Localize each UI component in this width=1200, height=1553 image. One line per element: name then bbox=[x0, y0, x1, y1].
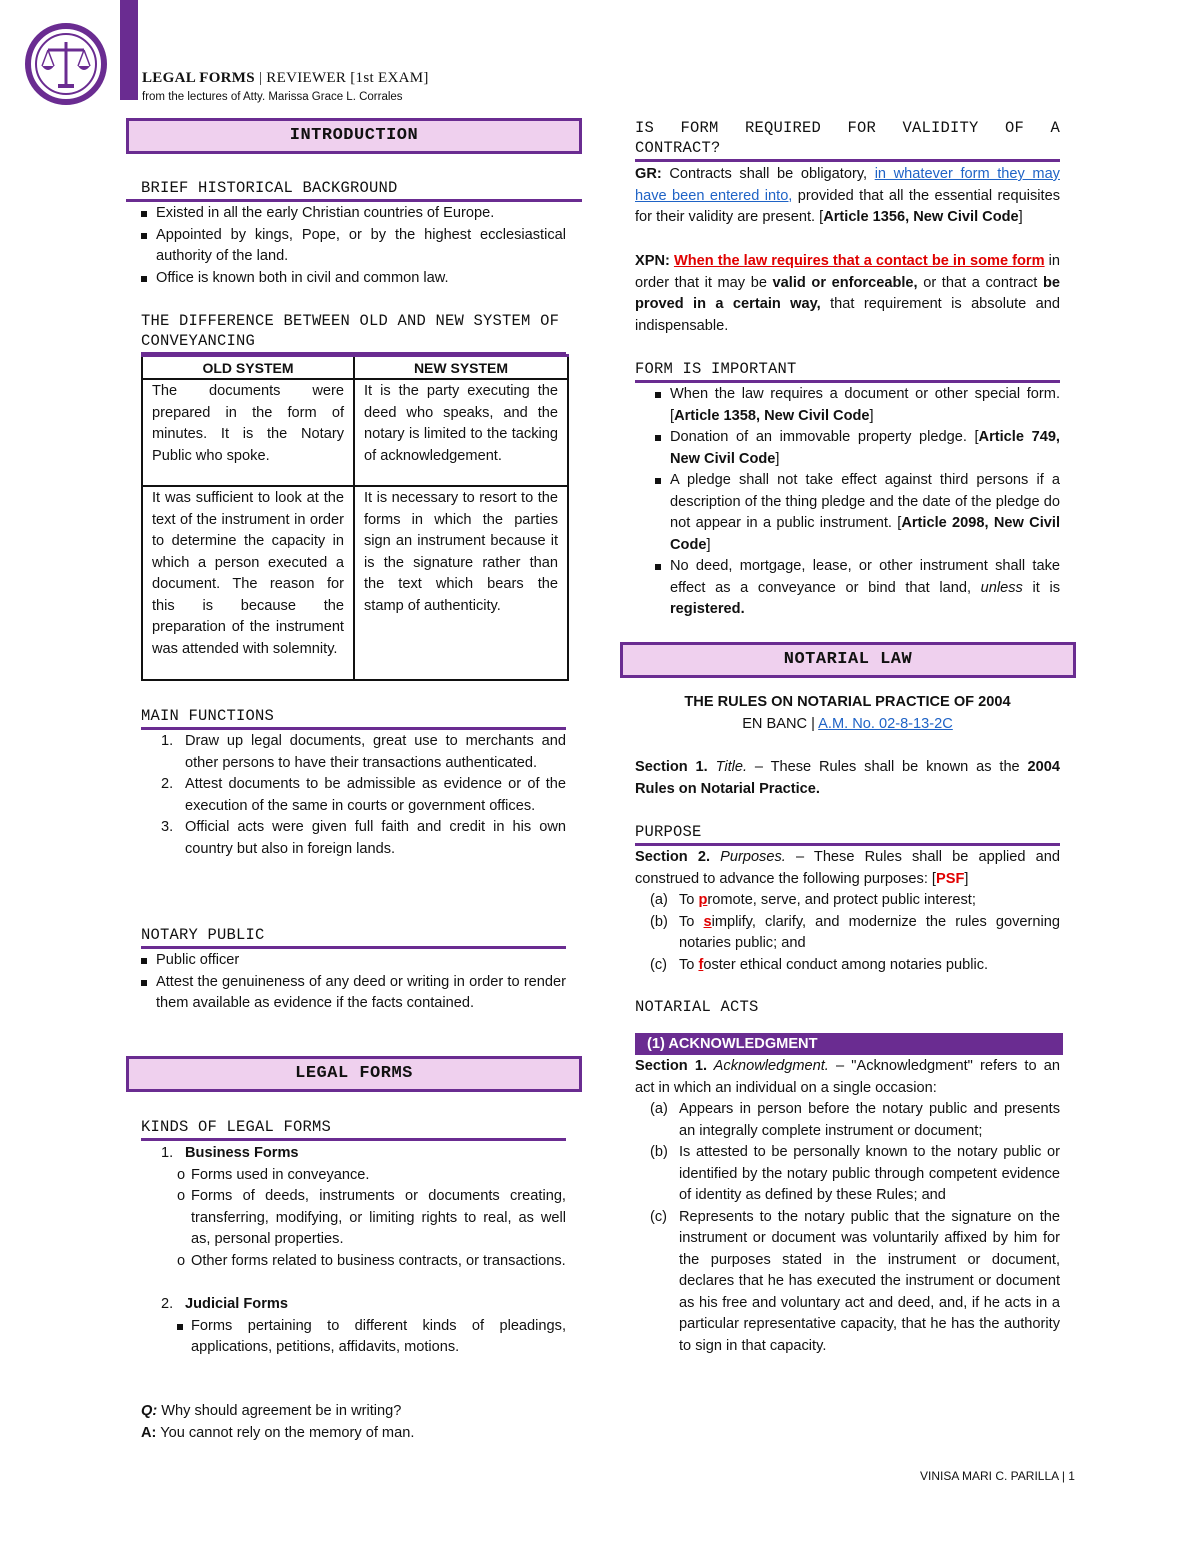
form-important-heading: FORM IS IMPORTANT bbox=[635, 359, 1060, 383]
sub-list-item: o Other forms related to business contracts, or transactions. bbox=[121, 1251, 566, 1273]
list-item: Public officer bbox=[121, 950, 566, 972]
history-list bbox=[141, 203, 566, 289]
notarial-law-banner: NOTARIAL LAW bbox=[620, 642, 1076, 678]
list-item: (b) To simplify, clarify, and modernize the rules governing notaries public; and bbox=[650, 913, 1061, 951]
question: Q: Why should agreement be in writing? bbox=[141, 1403, 402, 1419]
list-item: 3. Official acts were given full faith and credit in his own country but also in foreign lands. bbox=[161, 819, 566, 857]
validity-heading: IS FORM REQUIRED FOR VALIDITY OF A CONTRACT? bbox=[635, 118, 1060, 162]
en-banc-line: EN BANC | A.M. No. 02-8-13-2C bbox=[742, 716, 953, 732]
acknowledgment-list bbox=[635, 1099, 1060, 1357]
whatever-form-link[interactable]: in whatever form they may have been entered into, bbox=[635, 166, 1060, 204]
introduction-banner: INTRODUCTION bbox=[126, 118, 582, 154]
list-item: 2. Attest documents to be admissible as evidence or of the execution of the same in courts or government offices. bbox=[161, 776, 566, 814]
notarial-acts-heading: NOTARIAL ACTS bbox=[635, 998, 759, 1016]
notary-public-heading: NOTARY PUBLIC bbox=[141, 925, 566, 949]
header-accent-bar bbox=[120, 0, 138, 100]
sub-list-item: o Forms used in conveyance. bbox=[121, 1165, 566, 1187]
acknowledgment-definition: Section 1. Acknowledgment. – "Acknowledgment" refers to an act in which an individual on a single occasion: bbox=[635, 1058, 1060, 1096]
functions-list bbox=[141, 731, 566, 860]
table-cell: The documents were prepared in the form of minutes. It is the Notary Public who spoke. bbox=[142, 379, 354, 486]
list-item: 2. Judicial Forms bbox=[161, 1296, 288, 1312]
form-important-list bbox=[635, 384, 1060, 621]
list-item: Attest the genuineness of any deed or writing in order to render them available as evidence if the facts contained. bbox=[121, 972, 566, 1015]
section-2-purposes: Section 2. Purposes. – These Rules shall be applied and construed to advance the following purposes: [PSF] bbox=[635, 849, 1060, 887]
list-item: 1. Business Forms bbox=[161, 1145, 299, 1161]
list-item: When the law requires a document or other special form. [Article 1358, New Civil Code] bbox=[635, 384, 1060, 427]
column-header-old: OLD SYSTEM bbox=[142, 356, 354, 380]
document-subtitle: from the lectures of Atty. Marissa Grace L. Corrales bbox=[142, 91, 403, 103]
table-cell: It is the party executing the deed who speaks, and the notary is limited to the tacking of acknowledgement. bbox=[354, 379, 568, 486]
list-item: (b) Is attested to be personally known to the notary public or identified by the notary public through competent evidence of identity as defined by these Rules; and bbox=[650, 1144, 1060, 1203]
list-item: (a) Appears in person before the notary public and presents an integrally complete instrument or document; bbox=[650, 1101, 1060, 1139]
history-heading: BRIEF HISTORICAL BACKGROUND bbox=[126, 178, 582, 202]
table-cell: It is necessary to resort to the forms in which the parties sign an instrument because it is the signature rather than the text which bears the stamp of authenticity. bbox=[354, 486, 568, 680]
list-item: A pledge shall not take effect against third persons if a description of the thing pledge and the date of the pledge do not appear in a public instrument. [Article 2098, New Civil Code] bbox=[635, 470, 1060, 556]
qa-block bbox=[141, 1401, 566, 1444]
difference-heading: THE DIFFERENCE BETWEEN OLD AND NEW SYSTEM OF CONVEYANCING bbox=[141, 311, 566, 355]
sub-list-item: Forms pertaining to different kinds of pleadings, applications, petitions, affidavits, motions. bbox=[121, 1316, 566, 1359]
list-item: No deed, mortgage, lease, or other instrument shall take effect as a conveyance or bind that land, unless it is registered. bbox=[635, 556, 1060, 621]
list-item: 1. Draw up legal documents, great use to merchants and other persons to have their transactions authenticated. bbox=[161, 733, 566, 771]
document-title: LEGAL FORMS | REVIEWER [1st EXAM] bbox=[142, 70, 429, 86]
list-item: Donation of an immovable property pledge. [Article 749, New Civil Code] bbox=[635, 427, 1060, 470]
list-item: Office is known both in civil and common law. bbox=[121, 268, 566, 290]
acknowledgment-bar: (1) ACKNOWLEDGMENT bbox=[635, 1033, 1063, 1055]
main-functions-heading: MAIN FUNCTIONS bbox=[141, 706, 566, 730]
general-rule-paragraph: GR: Contracts shall be obligatory, in whatever form they may have been entered into, provided that all the essential requisites for their validity are present. [Article 1356, New Civil Code] bbox=[635, 166, 1060, 225]
sub-list-item: o Forms of deeds, instruments or documents creating, transferring, modifying, or limiting rights to real, as well as, personal properties. bbox=[121, 1186, 566, 1251]
kinds-heading: KINDS OF LEGAL FORMS bbox=[141, 1117, 566, 1141]
list-item: (a) To promote, serve, and protect public interest; bbox=[650, 892, 976, 908]
table-cell: It was sufficient to look at the text of the instrument in order to determine the capacity in which a person executed a document. The reason for this is because the preparation of the instrument was attended with solemnity. bbox=[142, 486, 354, 680]
page-footer: VINISA MARI C. PARILLA | 1 bbox=[920, 1469, 1075, 1483]
kinds-list bbox=[141, 1143, 566, 1359]
purposes-list bbox=[635, 890, 1060, 976]
list-item: (c) Represents to the notary public that the signature on the instrument or document was voluntarily affixed by him for the purposes stated in the instrument or document, declares that he has executed the instrument or document as his free and voluntary act and deed, and, if he acts in a particular representative capacity, that he has the authority to sign in that capacity. bbox=[650, 1208, 1060, 1354]
section-1-title: Section 1. Title. – These Rules shall be known as the 2004 Rules on Notarial Practice. bbox=[635, 759, 1060, 797]
conveyancing-comparison-table bbox=[141, 354, 569, 681]
list-item: (c) To foster ethical conduct among notaries public. bbox=[650, 956, 989, 973]
list-item: Existed in all the early Christian countries of Europe. bbox=[121, 203, 566, 225]
am-number-link[interactable]: A.M. No. 02-8-13-2C bbox=[818, 716, 953, 732]
legal-forms-banner: LEGAL FORMS bbox=[126, 1056, 582, 1092]
rules-title-block bbox=[635, 691, 1060, 735]
exception-paragraph: XPN: When the law requires that a contact be in some form in order that it may be valid or enforceable, or that a contract be proved in a certain way, that requirement is absolute and indispensable. bbox=[635, 253, 1060, 334]
scales-of-justice-logo bbox=[24, 22, 108, 106]
purpose-heading: PURPOSE bbox=[635, 822, 1060, 846]
answer: A: You cannot rely on the memory of man. bbox=[141, 1424, 415, 1441]
column-header-new: NEW SYSTEM bbox=[354, 356, 568, 380]
notary-list bbox=[141, 950, 566, 1015]
rules-title: THE RULES ON NOTARIAL PRACTICE OF 2004 bbox=[684, 694, 1011, 710]
list-item: Appointed by kings, Pope, or by the highest ecclesiastical authority of the land. bbox=[121, 225, 566, 268]
